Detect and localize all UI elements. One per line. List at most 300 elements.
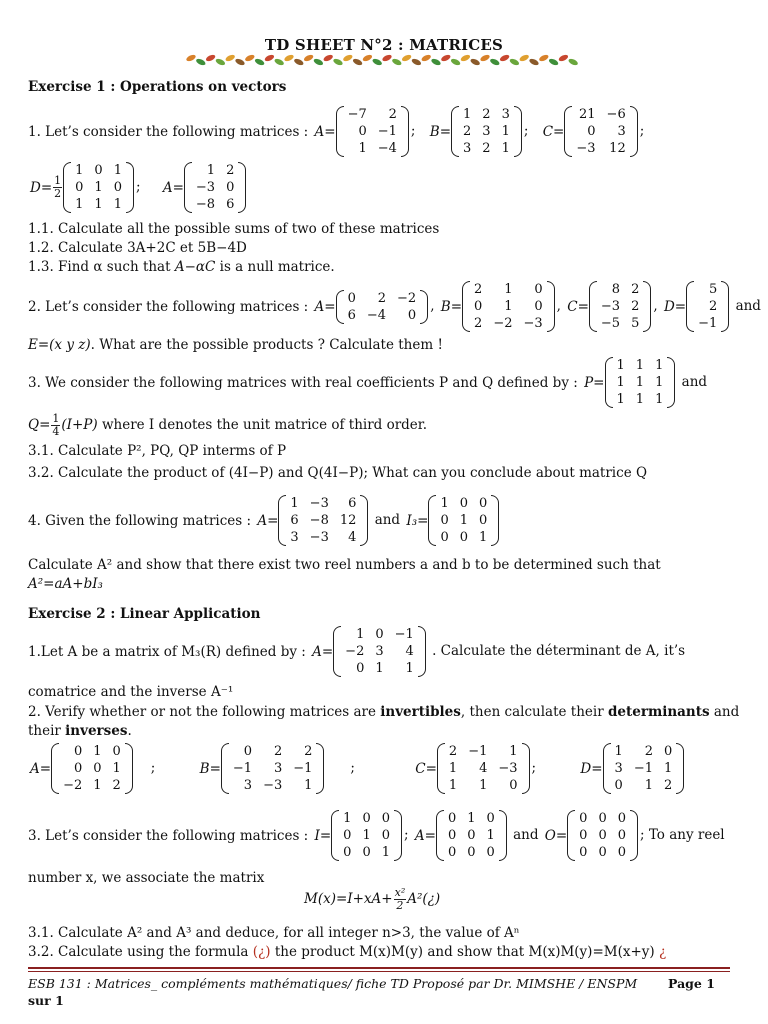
matrix-cell: 1	[463, 107, 472, 122]
matrix-cell: 2	[644, 744, 653, 759]
matrix-cell: −8	[195, 197, 216, 212]
matrix-cell: 1	[304, 778, 313, 793]
matrix-label: B=	[440, 298, 463, 315]
ex1-q3-and: and	[681, 374, 708, 390]
matrix-cells	[341, 626, 418, 677]
matrix-cell: 1	[448, 778, 458, 793]
matrix-cell: −4	[366, 307, 387, 323]
matrix-x2-d	[580, 743, 684, 794]
bracket-left	[462, 281, 470, 332]
ex1-q2-line2	[28, 337, 443, 353]
matrix-e4-identity	[406, 495, 499, 546]
matrix-cell: 1	[504, 282, 513, 297]
matrix-cell: 0	[447, 828, 457, 843]
sep: ,	[430, 298, 435, 314]
matrix-label: A=	[312, 643, 334, 660]
fraction-half	[53, 175, 62, 200]
formula-left: M(x)=I+xA+	[304, 891, 393, 907]
matrix-x3-zero	[545, 810, 638, 861]
matrix-cell: 0	[534, 282, 543, 297]
matrix-cell: 2	[463, 124, 472, 139]
matrix-cell: 0	[440, 513, 449, 528]
frac-num: 1	[54, 174, 62, 187]
matrix-cell: −2	[345, 644, 365, 659]
ex2-q3-row	[28, 810, 725, 861]
matrix-cell: 2	[482, 107, 491, 122]
sep: ;	[523, 123, 529, 139]
frac-num: 1	[52, 412, 60, 425]
matrix-cell: 5	[631, 316, 640, 331]
i-plus-p: (I+P)	[61, 417, 98, 433]
ex2-q3-intro: 3. Let’s consider the following matrices :	[28, 827, 309, 844]
matrix-e1-a	[315, 106, 409, 157]
matrix-label: P=	[584, 374, 605, 391]
matrix-cell: 1	[501, 141, 510, 156]
matrix-cell: 1	[206, 163, 216, 178]
ex2-q3-2	[28, 944, 666, 960]
matrix-cell: 0	[381, 828, 391, 843]
matrix-cell: 0	[440, 530, 449, 545]
matrix-x2-c	[415, 743, 529, 794]
matrix-cell: −3	[263, 778, 283, 793]
bracket-left	[336, 106, 344, 157]
matrix-cell: 0	[112, 744, 121, 759]
ex2-q1-a: 1.Let A be a matrix of M₃(R) defined by :	[28, 643, 306, 660]
matrix-label: A=	[314, 123, 336, 140]
matrix-cell: 0	[579, 845, 588, 860]
bracket-right	[418, 626, 426, 677]
ex1-q2-and: and	[735, 298, 761, 314]
matrix-cell: 0	[614, 778, 623, 793]
footer-page-total: sur 1	[28, 993, 64, 1008]
bracket-left	[451, 106, 459, 157]
bracket-right	[491, 495, 499, 546]
q32-b: (¿)	[252, 944, 271, 960]
q2-e: and	[709, 704, 740, 720]
matrix-e2-b	[441, 281, 555, 332]
matrix-cell: 1	[479, 778, 488, 793]
matrix-cell: 4	[348, 530, 357, 545]
matrix-cell: 0	[486, 811, 495, 826]
matrix-cell: 0	[479, 496, 488, 511]
matrix-cell: 0	[381, 811, 391, 826]
matrix-cell: 1	[635, 392, 645, 407]
matrix-cell: −5	[600, 316, 621, 331]
matrix-cell: −1	[293, 761, 313, 776]
matrix-x3-identity	[315, 810, 403, 861]
matrix-label: O=	[544, 827, 568, 844]
matrix-cell: 2	[273, 744, 283, 759]
matrix-cell: 1	[93, 744, 102, 759]
matrix-cell: 12	[339, 513, 357, 528]
matrix-cell: 0	[459, 530, 468, 545]
matrix-cell: 2	[377, 290, 387, 306]
ex1-q1-intro: 1. Let’s consider the following matrices :	[28, 123, 309, 140]
ex1-q1-row	[28, 106, 644, 157]
bracket-left	[437, 743, 445, 794]
bracket-right	[630, 106, 638, 157]
matrix-x2-b	[200, 743, 325, 794]
matrix-cell: −2	[63, 778, 83, 793]
matrix-cells	[71, 162, 126, 213]
matrix-cell: −6	[606, 107, 626, 122]
matrix-cells	[339, 810, 394, 861]
matrix-cell: 1	[655, 392, 664, 407]
matrix-cell: 1	[405, 661, 414, 676]
q2-h: .	[127, 723, 132, 739]
matrix-cell: −3	[309, 530, 329, 545]
ex1-q4-intro: 4. Given the following matrices :	[28, 512, 252, 529]
ex1-q4-row	[28, 495, 501, 546]
bracket-right	[630, 810, 638, 861]
ex1-q2-row	[28, 281, 761, 332]
frac-den: 2	[396, 899, 404, 912]
matrix-cell: 0	[343, 845, 352, 860]
q2-c: , then calculate their	[460, 704, 608, 720]
ex1-q1-2: 1.2. Calculate 3A+2C et 5B−4D	[28, 240, 247, 256]
matrix-cells	[436, 495, 491, 546]
matrix-cell: 2	[708, 299, 718, 314]
ex2-q3-and: and	[513, 827, 539, 843]
matrix-cell: −7	[347, 107, 367, 122]
matrix-cells	[572, 106, 629, 157]
bracket-left	[278, 495, 286, 546]
ex1-q1-1: 1.1. Calculate all the possible sums of two of these matrices	[28, 221, 440, 237]
matrix-cell: 1	[509, 744, 518, 759]
matrix-cell: 0	[579, 828, 588, 843]
matrix-cell: 6	[347, 307, 356, 323]
matrix-cells	[192, 162, 238, 213]
matrix-cell: 2	[388, 107, 397, 122]
matrix-cell: −3	[498, 761, 518, 776]
bracket-left	[605, 357, 613, 408]
matrix-cell: 0	[587, 124, 596, 139]
matrix-label: A=	[30, 760, 52, 777]
matrix-cell: −1	[232, 761, 253, 776]
ex2-q1-c: comatrice and the inverse A⁻¹	[28, 684, 234, 700]
matrix-cell: 0	[664, 744, 673, 759]
ex1-q1-row2	[28, 162, 248, 213]
matrix-cell: −3	[523, 316, 543, 331]
ex2-q3-1: 3.1. Calculate A² and A³ and deduce, for all integer n>3, the value of Aⁿ	[28, 925, 520, 941]
frac-den: 2	[54, 187, 62, 200]
bracket-right	[499, 810, 507, 861]
matrix-cell: 1	[479, 530, 488, 545]
matrix-cell: 0	[375, 627, 384, 642]
matrix-cell: −2	[397, 290, 417, 306]
matrix-cell: −8	[309, 513, 329, 528]
bracket-left	[686, 281, 694, 332]
matrix-cell: 3	[375, 644, 384, 659]
matrix-cell: −1	[633, 761, 653, 776]
matrix-cell: −1	[377, 124, 397, 139]
matrix-cell: 2	[631, 282, 640, 297]
matrix-label: B=	[199, 760, 221, 777]
bracket-right	[238, 162, 246, 213]
bracket-left	[333, 626, 341, 677]
matrix-cell: 0	[362, 845, 371, 860]
bracket-right	[401, 106, 409, 157]
matrix-label: D=	[663, 298, 687, 315]
bracket-right	[676, 743, 684, 794]
matrix-cell: 1	[655, 358, 664, 373]
matrix-cell: 0	[617, 828, 626, 843]
matrix-cell: 0	[598, 811, 607, 826]
matrix-cell: 3	[290, 530, 299, 545]
matrix-cells	[613, 357, 668, 408]
matrix-cell: −1	[698, 316, 718, 331]
bracket-left	[436, 810, 444, 861]
ex1-q3-line2	[28, 413, 427, 438]
matrix-x2-a	[30, 743, 133, 794]
ex1-q4-and: and	[374, 512, 401, 528]
matrix-cell: 8	[611, 282, 621, 297]
bracket-right	[360, 495, 368, 546]
matrix-cell: 1	[343, 811, 352, 826]
matrix-cell: 0	[467, 845, 476, 860]
bracket-left	[336, 290, 344, 324]
bracket-right	[394, 810, 402, 861]
matrix-cell: 3	[463, 141, 472, 156]
q2-g: inverses	[65, 723, 128, 739]
fraction-x2	[394, 887, 407, 912]
sep: ;	[150, 760, 156, 776]
matrix-cell: −1	[394, 627, 414, 642]
matrix-cell: 0	[226, 180, 235, 195]
matrix-cell: 0	[407, 307, 417, 323]
matrix-cell: 1	[635, 358, 645, 373]
sep: ;	[639, 123, 645, 139]
matrix-cell: 0	[509, 778, 518, 793]
matrix-cell: 3	[617, 124, 626, 139]
matrix-cell: 1	[616, 358, 625, 373]
page-title: TD SHEET N°2 : MATRICES	[264, 36, 504, 54]
q2-line2-text: . What are the possible products ? Calculate them !	[90, 337, 443, 353]
matrix-cell: −1	[468, 744, 488, 759]
matrix-label: C=	[415, 760, 437, 777]
bracket-right	[420, 290, 428, 324]
sep: ;	[404, 827, 409, 843]
q32-d: ¿	[658, 944, 667, 960]
matrix-cell: −3	[600, 299, 621, 314]
matrix-cell: 0	[598, 828, 607, 843]
matrix-cell: 2	[226, 163, 235, 178]
ex2-q2	[28, 704, 739, 720]
matrix-cell: 1	[467, 811, 476, 826]
bracket-left	[221, 743, 229, 794]
matrix-e1-d	[30, 162, 134, 213]
matrix-cell: 1	[655, 375, 664, 390]
bracket-left	[63, 162, 71, 213]
footer-rule	[28, 967, 730, 969]
ex2-q3-line2: number x, we associate the matrix	[28, 870, 265, 886]
matrix-cell: 0	[93, 761, 102, 776]
matrix-cell: 2	[664, 778, 673, 793]
matrix-cell: 0	[356, 661, 365, 676]
matrix-cell: 1	[362, 828, 371, 843]
bracket-left	[564, 106, 572, 157]
bracket-right	[643, 281, 651, 332]
matrix-cell: 1	[616, 392, 625, 407]
matrix-cells	[470, 281, 547, 332]
matrix-cell: 0	[534, 299, 543, 314]
matrix-cell: 4	[405, 644, 414, 659]
matrix-cell: 3	[243, 778, 253, 793]
ex1-q3-intro: 3. We consider the following matrices with real coefficients P and Q defined by :	[28, 374, 578, 391]
matrix-cell: 2	[474, 316, 483, 331]
matrix-cell: 1	[459, 513, 468, 528]
bracket-left	[567, 810, 575, 861]
bracket-left	[603, 743, 611, 794]
ex2-q1-b: . Calculate the déterminant de A, it’s	[432, 643, 686, 659]
bracket-left	[428, 495, 436, 546]
q2-f: their	[28, 723, 66, 739]
matrix-cell: 0	[579, 811, 588, 826]
sep: ,	[653, 298, 658, 314]
matrix-cells	[459, 106, 514, 157]
matrix-e3-p	[584, 357, 675, 408]
matrix-cell: 1	[614, 744, 623, 759]
matrix-cell: 2	[631, 299, 640, 314]
bracket-left	[589, 281, 597, 332]
matrix-cell: 1	[486, 828, 495, 843]
q13-a: 1.3. Find α such that	[28, 259, 175, 275]
matrix-cell: 1	[290, 496, 299, 511]
matrix-label: A=	[314, 298, 336, 315]
fraction-quarter	[51, 413, 60, 438]
bracket-right	[126, 162, 134, 213]
frac-den: 4	[52, 425, 60, 438]
matrix-cell: 6	[226, 197, 235, 212]
matrix-x3-a	[415, 810, 507, 861]
matrix-cell: 0	[75, 180, 84, 195]
decorative-leaf-band	[186, 52, 582, 68]
matrix-cell: 3	[482, 124, 491, 139]
exercise-2-heading: Exercise 2 : Linear Application	[28, 606, 261, 622]
ex1-q3-row	[28, 357, 707, 408]
matrix-cell: 0	[467, 828, 476, 843]
frac-num: x²	[394, 886, 406, 899]
matrix-cells	[344, 290, 421, 324]
q32-a: 3.2. Calculate using the formula	[28, 944, 253, 960]
matrix-cell: 0	[343, 828, 352, 843]
matrix-e4-a	[257, 495, 368, 546]
matrix-label: A=	[414, 827, 436, 844]
matrix-cells	[229, 743, 317, 794]
bracket-right	[514, 106, 522, 157]
matrix-cell: 6	[290, 513, 299, 528]
matrix-e2-a	[315, 290, 429, 324]
matrix-cell: 2	[448, 744, 458, 759]
matrix-e1-b	[430, 106, 522, 157]
matrix-label: C=	[542, 123, 565, 140]
matrix-cell: 1	[113, 163, 122, 178]
q-eq: Q=	[28, 417, 51, 433]
matrix-cell: 2	[474, 282, 483, 297]
matrix-cell: 21	[579, 107, 596, 122]
matrix-cell: 0	[113, 180, 122, 195]
matrix-cells	[575, 810, 630, 861]
formula-right: A²(¿)	[407, 891, 441, 907]
matrix-cell: 1	[381, 845, 391, 860]
matrix-cell: −3	[195, 180, 216, 195]
sep: ,	[556, 298, 561, 314]
matrix-cell: 1	[112, 761, 121, 776]
matrix-cell: 3	[501, 107, 510, 122]
sep: ;	[531, 760, 537, 776]
matrix-cells	[597, 281, 643, 332]
matrix-cells	[611, 743, 677, 794]
matrix-cell: 2	[112, 778, 121, 793]
matrix-cell: 3	[614, 761, 623, 776]
ex1-q3-2: 3.2. Calculate the product of (4I−P) and Q(4I−P); What can you conclude about matrice Q	[28, 465, 648, 481]
matrix-cell: 1	[94, 197, 103, 212]
q2-a: 2. Verify whether or not the following matrices are	[28, 704, 381, 720]
matrix-cell: 1	[75, 163, 84, 178]
matrix-cells	[694, 281, 721, 332]
matrix-cell: 1	[94, 180, 103, 195]
matrix-cell: 2	[304, 744, 313, 759]
matrix-cell: 4	[479, 761, 488, 776]
matrix-cell: 1	[635, 375, 645, 390]
matrix-e1-a-second	[163, 162, 247, 213]
q2-d: determinants	[607, 704, 710, 720]
matrix-cells	[286, 495, 360, 546]
matrix-cell: 0	[447, 845, 457, 860]
q13-c: is a null matrice.	[215, 259, 335, 275]
matrix-cell: 1	[93, 778, 102, 793]
matrix-label: D=	[580, 760, 603, 777]
matrix-cells	[445, 743, 522, 794]
q3-line2-text: where I denotes the unit matrice of third order.	[101, 417, 428, 433]
matrix-cell: 2	[482, 141, 491, 156]
exercise-1-heading: Exercise 1 : Operations on vectors	[28, 79, 287, 95]
matrix-cell: 0	[73, 744, 83, 759]
matrix-label: I=	[314, 827, 332, 844]
sep: ;	[410, 123, 416, 139]
sep: ;	[350, 760, 355, 776]
ex2-q1-row	[28, 626, 685, 677]
bracket-left	[51, 743, 59, 794]
matrix-cell: 1	[501, 124, 510, 139]
bracket-right	[522, 743, 530, 794]
bracket-right	[721, 281, 729, 332]
matrix-e2-c	[567, 281, 651, 332]
matrix-cell: 1	[75, 197, 84, 212]
footer-text: ESB 131 : Matrices_ compléments mathématiques/ fiche TD Proposé par Dr. MIMSHE / ENSPM	[28, 976, 638, 991]
matrix-cell: 0	[617, 845, 626, 860]
q2-b: invertibles	[380, 704, 461, 720]
matrix-label: B=	[429, 123, 452, 140]
footer-rule-thin	[28, 971, 730, 972]
ex1-q4-line2: Calculate A² and show that there exist two reel numbers a and b to be determined such that	[28, 557, 661, 573]
ex1-q2-intro: 2. Let’s consider the following matrices :	[28, 298, 309, 315]
matrix-cell: 0	[243, 744, 253, 759]
matrix-cell: 0	[347, 290, 356, 306]
bracket-right	[125, 743, 133, 794]
vector-e: E=(x y z)	[28, 337, 91, 353]
sep: ;	[135, 179, 141, 195]
matrix-cell: 0	[598, 845, 607, 860]
ex1-q3-1: 3.1. Calculate P², PQ, QP interms of P	[28, 443, 287, 459]
matrix-cell: 1	[356, 627, 365, 642]
matrix-cells	[444, 810, 499, 861]
matrix-x1-a	[312, 626, 426, 677]
matrix-cell: 0	[474, 299, 483, 314]
ex2-q2-line2	[28, 723, 132, 739]
matrix-cell: 1	[504, 299, 513, 314]
matrix-cell: 0	[94, 163, 103, 178]
